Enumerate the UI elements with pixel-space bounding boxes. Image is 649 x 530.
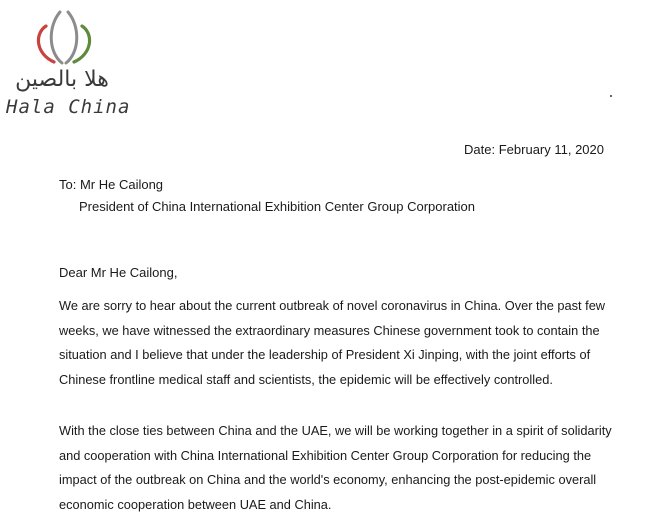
body-paragraph: With the close ties between China and the UAE, we will be working together in a spirit of solidarity and cooperation with China International Exhibition Center Group Corporation for reducing the impact of the outbreak on China and the world's economy, enhancing the post-epidemic overall economic cooperation between UAE and China. (59, 423, 612, 512)
body-paragraph: We are sorry to hear about the current outbreak of novel coronavirus in China. Over the past few weeks, we have witnessed the extraordinary measures Chinese government took to contain the situation and I believe that under the leadership of President Xi Jinping, with the joint efforts of Chinese frontline medical staff and scientists, the epidemic will be effectively controlled. (59, 298, 606, 387)
salutation: Dear Mr He Cailong, (59, 265, 178, 280)
logo-latin-text: Hala China (6, 96, 131, 118)
leaf-logo-icon (32, 8, 96, 66)
letter-date: Date: February 11, 2020 (464, 142, 604, 157)
hala-china-logo (4, 8, 131, 120)
recipient-line: To: Mr He Cailong (59, 177, 164, 192)
logo-arabic-text: هلا بالصين (15, 67, 109, 92)
recipient-title: President of China International Exhibition Center Group Corporation (79, 199, 476, 214)
stray-dot (610, 95, 612, 97)
